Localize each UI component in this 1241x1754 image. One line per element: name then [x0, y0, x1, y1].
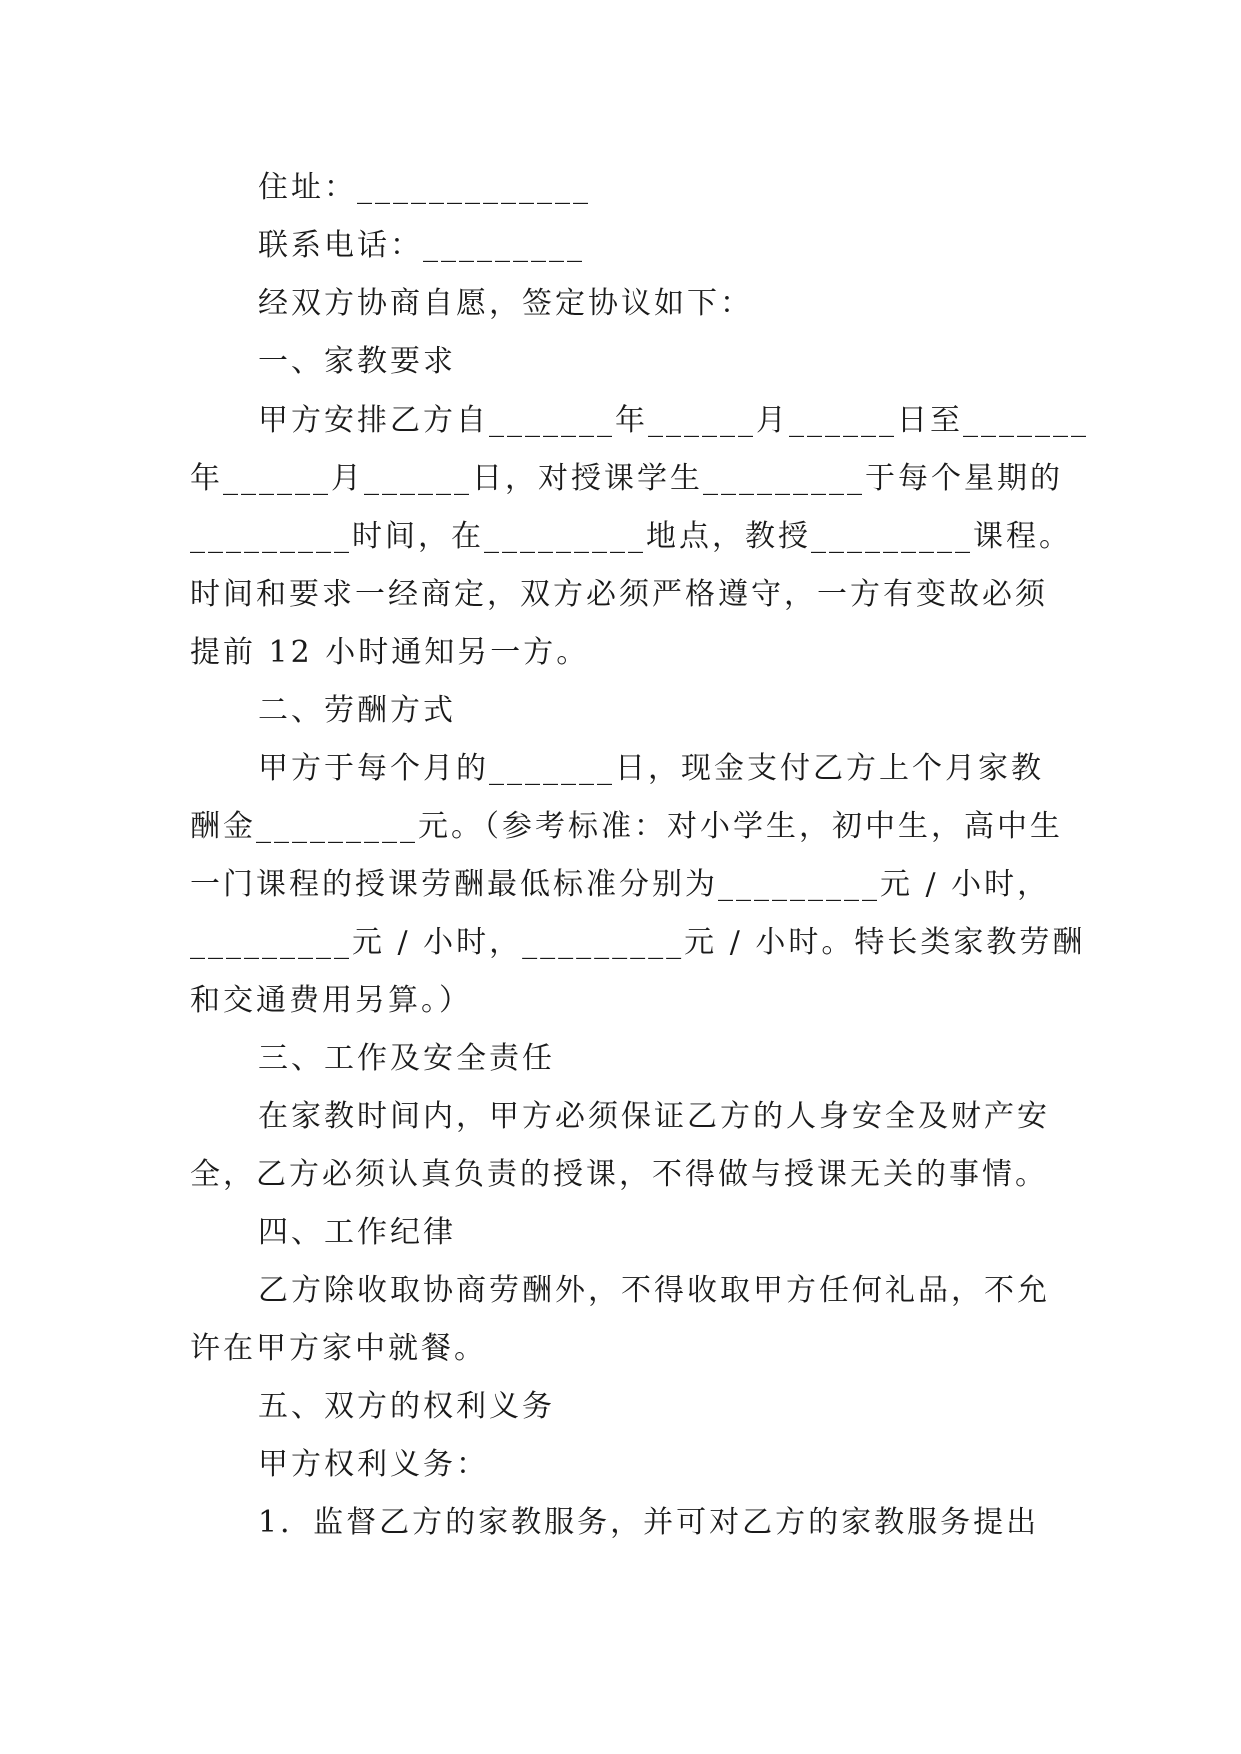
paragraph-line: 全，乙方必须认真负责的授课，不得做与授课无关的事情。: [190, 1157, 1048, 1192]
paragraph-line: 许在甲方家中就餐。: [190, 1331, 487, 1366]
paragraph-line: _________时间，在_________地点，教授_________课程。: [190, 519, 1072, 554]
paragraph-line: 一门课程的授课劳酬最低标准分别为_________元 / 小时，: [190, 867, 1051, 902]
paragraph-line: 提前 12 小时通知另一方。: [190, 635, 590, 670]
paragraph-line: 时间和要求一经商定，双方必须严格遵守，一方有变故必须: [190, 577, 1048, 612]
paragraph-line: 和交通费用另算。）: [190, 983, 472, 1018]
list-item: 1．监督乙方的家教服务，并可对乙方的家教服务提出: [258, 1505, 1040, 1540]
paragraph-line: 年______月______日，对授课学生_________于每个星期的: [190, 461, 1063, 496]
section-heading-2: 二、劳酬方式: [258, 693, 456, 728]
paragraph-line: 甲方于每个月的_______日，现金支付乙方上个月家教: [258, 751, 1044, 786]
section-heading-4: 四、工作纪律: [258, 1215, 456, 1250]
section-heading-3: 三、工作及安全责任: [258, 1041, 555, 1076]
paragraph-line: 酬金_________元。（参考标准：对小学生，初中生，高中生: [190, 809, 1063, 844]
paragraph-line: 甲方安排乙方自_______年______月______日至_______: [258, 403, 1089, 438]
agreement-intro: 经双方协商自愿，签定协议如下：: [258, 286, 753, 321]
section-heading-1: 一、家教要求: [258, 344, 456, 379]
paragraph-line: 乙方除收取协商劳酬外，不得收取甲方任何礼品，不允: [258, 1273, 1050, 1308]
subheading: 甲方权利义务：: [258, 1447, 489, 1482]
phone-line: 联系电话：_________: [258, 228, 585, 263]
paragraph-line: 在家教时间内，甲方必须保证乙方的人身安全及财产安: [258, 1099, 1050, 1134]
address-line: 住址：_____________: [258, 170, 591, 205]
section-heading-5: 五、双方的权利义务: [258, 1389, 555, 1424]
paragraph-line: _________元 / 小时，_________元 / 小时。特长类家教劳酬: [190, 925, 1086, 960]
